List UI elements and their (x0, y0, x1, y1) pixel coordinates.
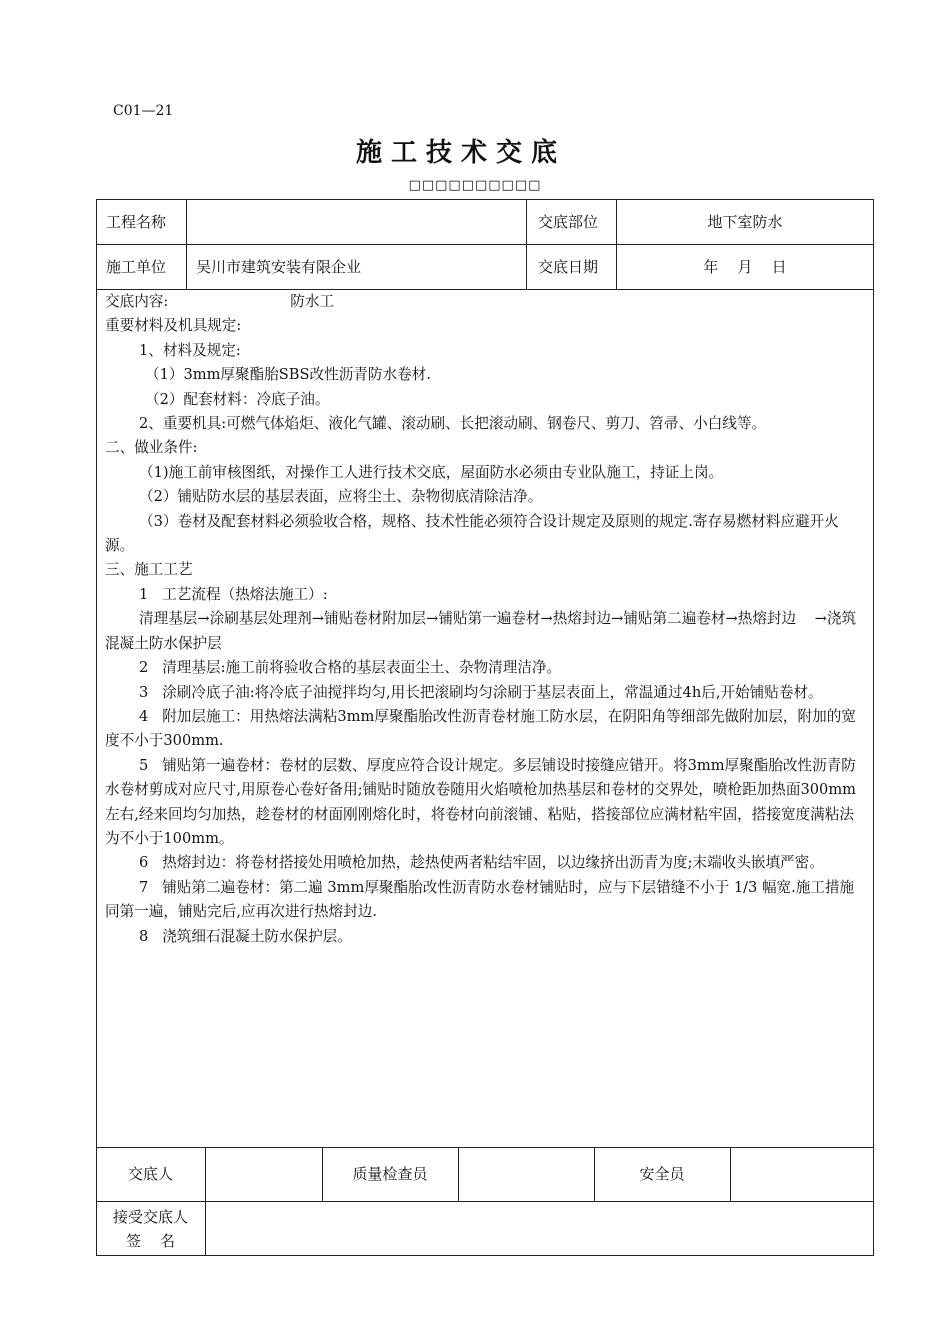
subtitle: □□□□□□□□□□ (408, 178, 542, 193)
column-divider (526, 199, 527, 289)
content-line: 清理基层→涂刷基层处理剂→铺贴卷材附加层→铺贴第一遍卷材→热熔封边→铺贴第二遍卷材→热熔封边 →浇筑混凝土防水保护层 (105, 610, 857, 652)
content-heading-value: 防水工 (290, 293, 335, 310)
content-line: 重要材料及机具规定: (105, 317, 242, 335)
content-line: 5 铺贴第一遍卷材：卷材的层数、厚度应符合设计规定。多层铺设时接缝应错开。将3mm厚聚酯胎改性沥青防水卷材剪成对应尺寸,用原卷心卷好备用;铺贴时随放卷随用火焰喷枪加热基层和卷材的交界处，喷枪距加热面300mm左右,经来回均匀加热，趁卷材的材面刚刚熔化时，将卷材向前滚铺、粘贴，搭接部位应满材粘牢固，搭接宽度满粘法为不小于100mm。 (105, 756, 856, 847)
content-line: 7 铺贴第二遍卷材：第二遍 3mm厚聚酯胎改性沥青防水卷材铺贴时，应与下层错缝不小于 1/3 幅宽.施工措施同第一遍，铺贴完后,应再次进行热熔封边. (105, 878, 855, 921)
content-line: 三、施工工艺 (105, 561, 193, 579)
safety-officer-label: 安全员 (639, 1165, 685, 1183)
disclosure-content (105, 290, 865, 949)
receiver-label-line2: 签 名 (125, 1232, 176, 1250)
content-line: 1、材料及规定: (139, 341, 241, 359)
content-line: （3）卷材及配套材料必须验收合格，规格、技术性能必须符合设计规定及原则的规定.寄存易燃材料应避开火源。 (105, 512, 839, 555)
receiver-label-line1: 接受交底人 (112, 1208, 188, 1226)
content-line: （1)施工前审核图纸，对操作工人进行技术交底，屋面防水必须由专业队施工，持证上岗。 (139, 463, 724, 481)
content-line: （1）3mm厚聚酯胎SBS改性沥青防水卷材. (145, 366, 431, 384)
column-divider (186, 199, 187, 289)
part-label: 交底部位 (538, 213, 599, 231)
unit-field[interactable]: 吴川市建筑安装有限企业 (196, 258, 362, 276)
content-line: 6 热熔封边：将卷材搭接处用喷枪加热，趁热使两者粘结牢固，以边缘挤出沥青为度;末端收头嵌填严密。 (139, 854, 824, 872)
discloser-label: 交底人 (127, 1165, 173, 1183)
row-divider (96, 1147, 874, 1148)
date-label: 交底日期 (538, 258, 599, 276)
part-field[interactable]: 地下室防水 (707, 213, 783, 231)
content-line: 2、重要机具:可燃气体焰炬、液化气罐、滚动刷、长把滚动刷、钢卷尺、剪刀、笤帚、小白线等。 (139, 415, 767, 433)
qc-inspector-field[interactable] (459, 1162, 594, 1186)
row-divider (96, 244, 874, 245)
content-line: （2）铺贴防水层的基层表面，应将尘土、杂物彻底清除洁净。 (139, 488, 543, 506)
receiver-signature-field[interactable] (206, 1216, 874, 1240)
content-line: 3 涂刷冷底子油:将冷底子油搅拌均匀,用长把滚刷均匀涂刷于基层表面上，常温通过4h后,开始铺贴卷材。 (139, 683, 823, 701)
content-line: （2）配套材料：冷底子油。 (145, 390, 330, 408)
page-title: 施工技术交底 (355, 138, 566, 168)
document-code: C01—21 (113, 103, 174, 119)
content-line: 二、做业条件: (105, 439, 198, 457)
content-line: 4 附加层施工：用热熔法满粘3mm厚聚酯胎改性沥青卷材施工防水层，在阴阳角等细部先做附加层，附加的宽度不小于300mm. (105, 707, 856, 750)
content-line: 1 工艺流程（热熔法施工）: (139, 585, 328, 603)
content-heading-label: 交底内容: (105, 293, 169, 310)
qc-inspector-label: 质量检查员 (352, 1165, 428, 1183)
content-line: 2 清理基层:施工前将验收合格的基层表面尘土、杂物清理洁净。 (139, 659, 562, 677)
content-line: 8 浇筑细石混凝土防水保护层。 (139, 927, 352, 945)
safety-officer-field[interactable] (731, 1162, 874, 1186)
unit-label: 施工单位 (106, 258, 167, 276)
row-divider (96, 1201, 874, 1202)
content-heading (105, 290, 865, 314)
discloser-field[interactable] (206, 1162, 322, 1186)
date-field[interactable]: 年 月 日 (703, 258, 787, 276)
project-name-label: 工程名称 (106, 213, 167, 231)
